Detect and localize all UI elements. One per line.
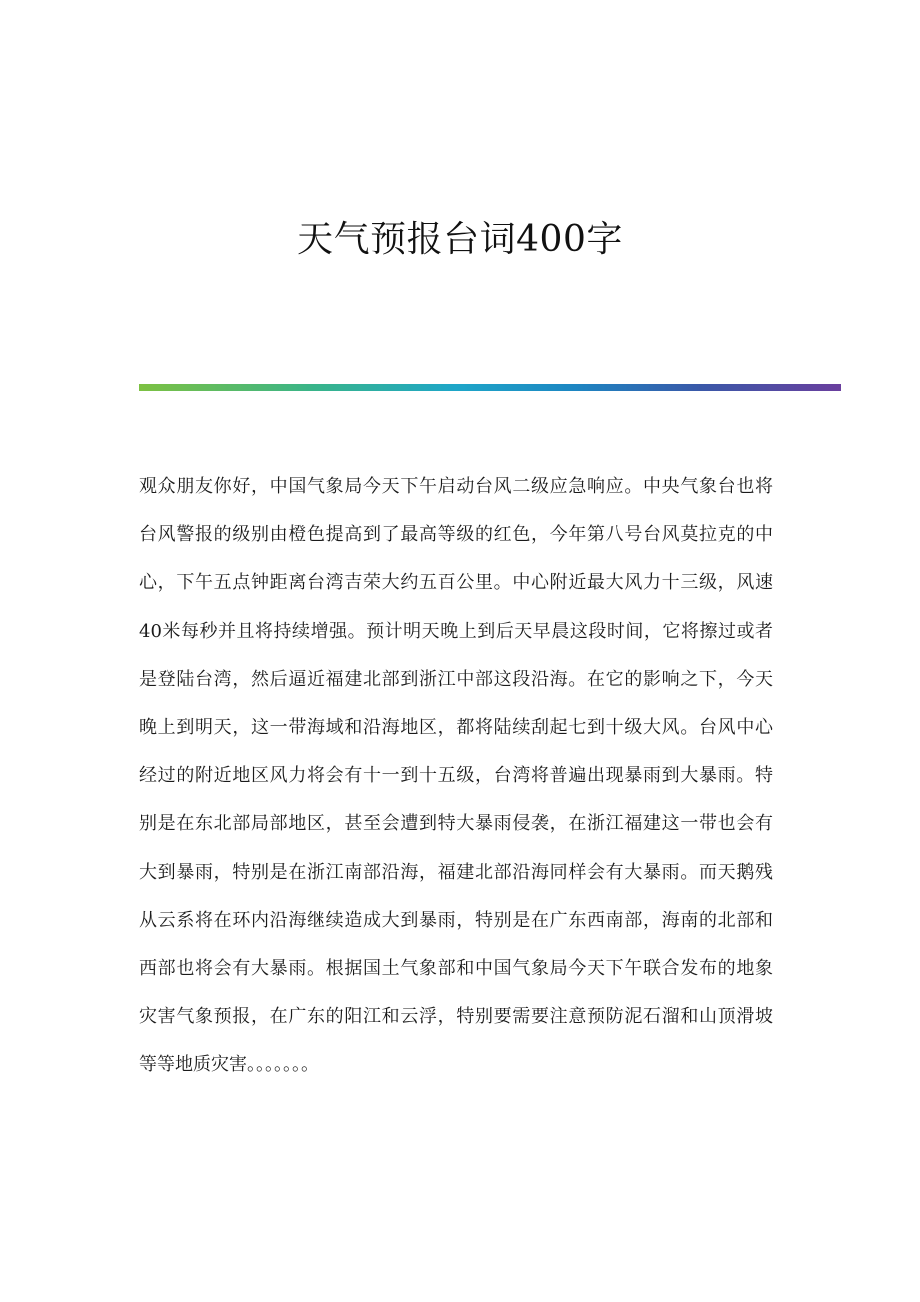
body-line: 台风警报的级别由橙色提高到了最高等级的红色，今年第八号台风莫拉克的中 — [139, 524, 773, 546]
body-line: 晚上到明天，这一带海域和沿海地区，都将陆续刮起七到十级大风。台风中心 — [139, 716, 773, 738]
body-line: 心，下午五点钟距离台湾吉荣大约五百公里。中心附近最大风力十三级，风速 — [139, 572, 773, 594]
body-line: 40米每秒并且将持续增强。预计明天晚上到后天早晨这段时间，它将擦过或者 — [139, 620, 773, 642]
body-line: 从云系将在环内沿海继续造成大到暴雨，特别是在广东西南部，海南的北部和 — [139, 909, 773, 931]
body-line: 观众朋友你好，中国气象局今天下午启动台风二级应急响应。中央气象台也将 — [139, 476, 773, 497]
document-title: 天气预报台词400字 — [297, 219, 623, 260]
body-line: 西部也将会有大暴雨。根据国土气象部和中国气象局今天下午联合发布的地象 — [139, 957, 773, 979]
body-line: 经过的附近地区风力将会有十一到十五级，台湾将普遍出现暴雨到大暴雨。特 — [139, 765, 773, 787]
body-line: 别是在东北部局部地区，甚至会遭到特大暴雨侵袭，在浙江福建这一带也会有 — [139, 813, 773, 835]
body-line: 灾害气象预报，在广东的阳江和云浮，特别要需要注意预防泥石溜和山顶滑坡 — [139, 1006, 773, 1028]
body-line: 等等地质灾害。。。。。。。 — [139, 1054, 319, 1076]
body-paragraph — [139, 463, 773, 1089]
body-line: 是登陆台湾，然后逼近福建北部到浙江中部这段沿海。在它的影响之下，今天 — [139, 668, 773, 690]
body-line: 大到暴雨，特别是在浙江南部沿海，福建北部沿海同样会有大暴雨。而天鹅残 — [139, 861, 773, 883]
gradient-divider — [139, 384, 841, 391]
